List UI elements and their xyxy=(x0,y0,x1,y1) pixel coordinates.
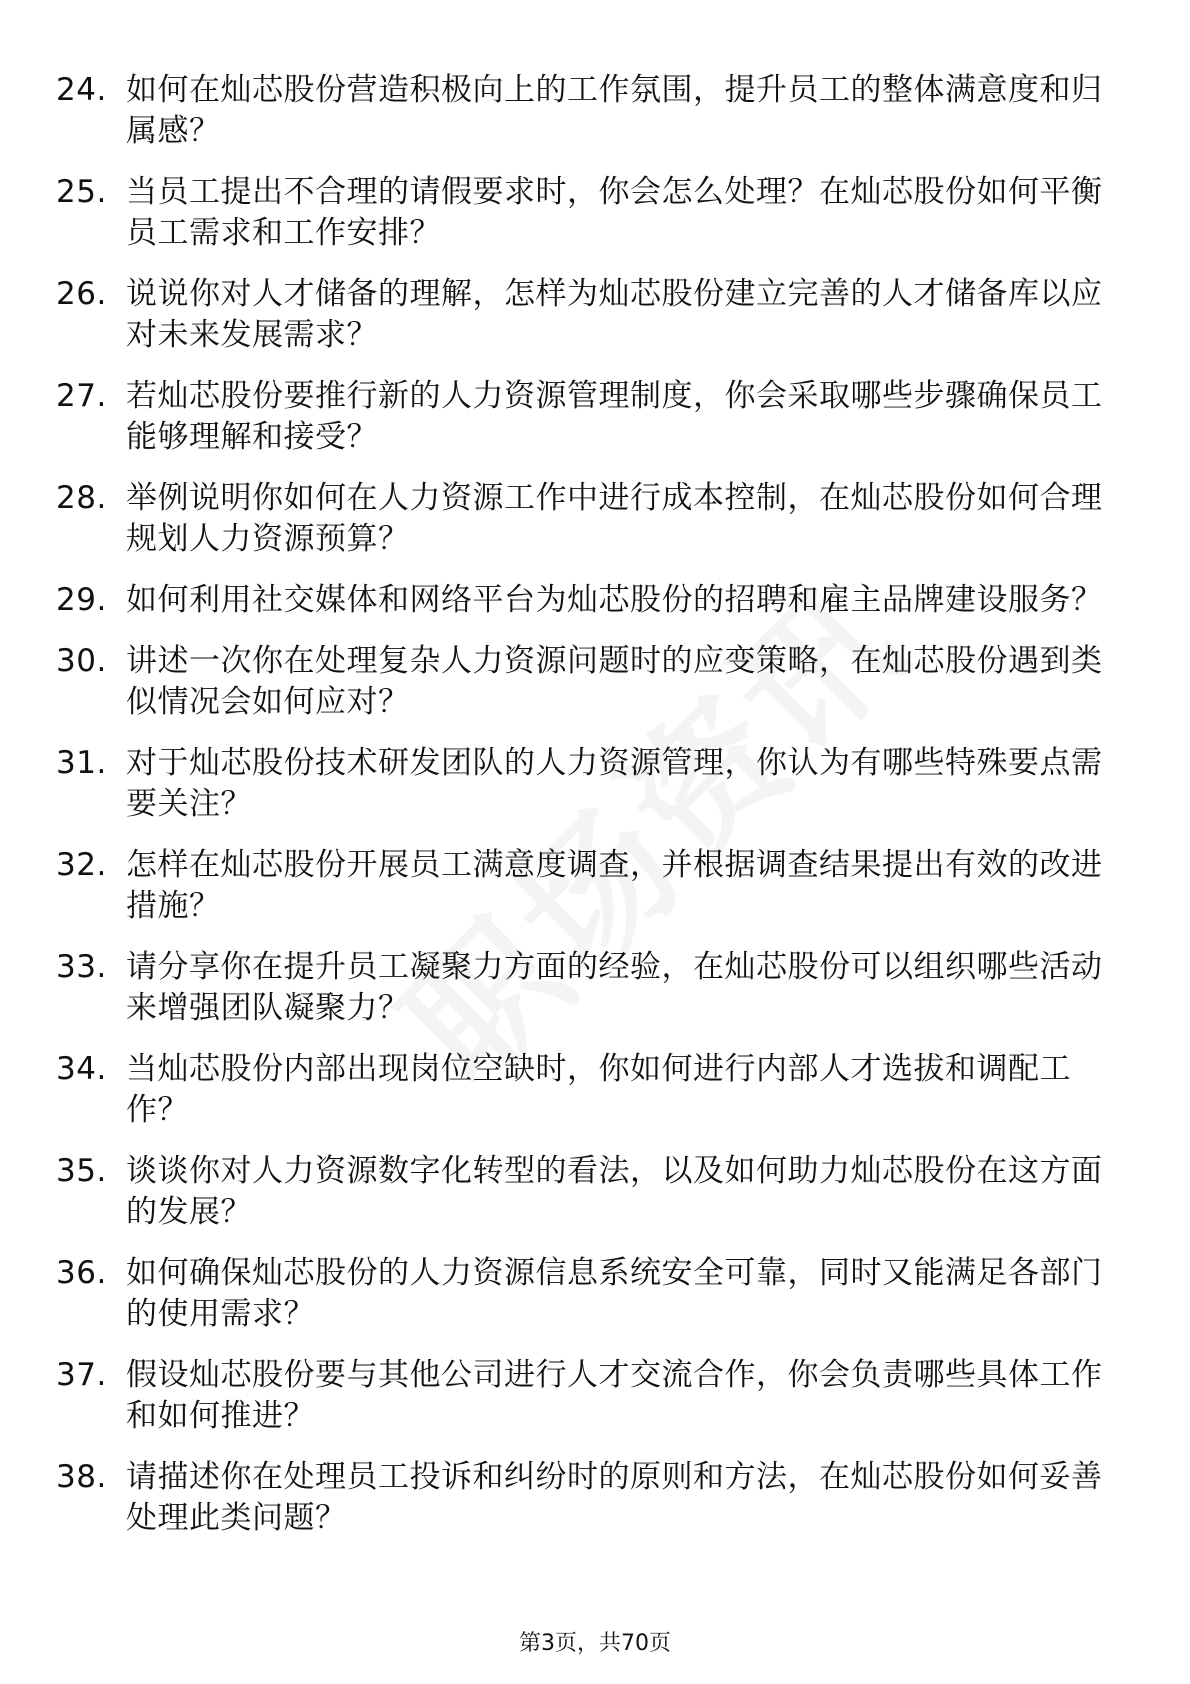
question-number: 29. xyxy=(56,582,107,618)
question-number: 25. xyxy=(56,174,107,210)
list-item xyxy=(56,641,1126,723)
question-number: 27. xyxy=(56,378,107,414)
list-item xyxy=(56,1253,1126,1335)
question-text: 当灿芯股份内部出现岗位空缺时，你如何进行内部人才选拔和调配工作？ xyxy=(126,1051,1071,1128)
list-item xyxy=(56,743,1126,825)
question-number: 31. xyxy=(56,745,107,781)
question-text: 说说你对人才储备的理解，怎样为灿芯股份建立完善的人才储备库以应对未来发展需求？ xyxy=(126,276,1103,353)
question-number: 34. xyxy=(56,1051,107,1087)
list-item xyxy=(56,376,1126,458)
list-item xyxy=(56,172,1126,254)
question-number: 37. xyxy=(56,1357,107,1393)
question-text: 如何在灿芯股份营造积极向上的工作氛围，提升员工的整体满意度和归属感？ xyxy=(126,72,1103,149)
question-number: 35. xyxy=(56,1153,107,1189)
question-text: 假设灿芯股份要与其他公司进行人才交流合作，你会负责哪些具体工作和如何推进？ xyxy=(126,1357,1103,1434)
question-text: 请分享你在提升员工凝聚力方面的经验，在灿芯股份可以组织哪些活动来增强团队凝聚力？ xyxy=(126,949,1103,1026)
question-text: 讲述一次你在处理复杂人力资源问题时的应变策略，在灿芯股份遇到类似情况会如何应对？ xyxy=(126,643,1103,720)
question-text: 谈谈你对人力资源数字化转型的看法，以及如何助力灿芯股份在这方面的发展？ xyxy=(126,1153,1103,1230)
list-item xyxy=(56,478,1126,560)
question-text: 请描述你在处理员工投诉和纠纷时的原则和方法，在灿芯股份如何妥善处理此类问题？ xyxy=(126,1459,1103,1536)
list-item xyxy=(56,1355,1126,1437)
question-number: 24. xyxy=(56,72,107,108)
question-number: 30. xyxy=(56,643,107,679)
question-text: 对于灿芯股份技术研发团队的人力资源管理，你认为有哪些特殊要点需要关注？ xyxy=(126,745,1103,822)
list-item xyxy=(56,580,1126,621)
question-number: 26. xyxy=(56,276,107,312)
list-item xyxy=(56,70,1126,152)
question-text: 举例说明你如何在人力资源工作中进行成本控制，在灿芯股份如何合理规划人力资源预算？ xyxy=(126,480,1103,557)
page-indicator: 第3页，共70页 xyxy=(519,1631,671,1656)
question-number: 33. xyxy=(56,949,107,985)
list-item xyxy=(56,1049,1126,1131)
list-item xyxy=(56,274,1126,356)
question-text: 怎样在灿芯股份开展员工满意度调查，并根据调查结果提出有效的改进措施？ xyxy=(126,847,1103,924)
question-number: 36. xyxy=(56,1255,107,1291)
question-text: 若灿芯股份要推行新的人力资源管理制度，你会采取哪些步骤确保员工能够理解和接受？ xyxy=(126,378,1103,455)
question-number: 38. xyxy=(56,1459,107,1495)
question-number: 28. xyxy=(56,480,107,516)
question-number: 32. xyxy=(56,847,107,883)
list-item xyxy=(56,1457,1126,1539)
question-list xyxy=(56,70,1126,1559)
question-text: 如何确保灿芯股份的人力资源信息系统安全可靠，同时又能满足各部门的使用需求？ xyxy=(126,1255,1103,1332)
list-item xyxy=(56,845,1126,927)
list-item xyxy=(56,947,1126,1029)
list-item xyxy=(56,1151,1126,1233)
question-text: 当员工提出不合理的请假要求时，你会怎么处理？在灿芯股份如何平衡员工需求和工作安排？ xyxy=(126,174,1103,251)
question-text: 如何利用社交媒体和网络平台为灿芯股份的招聘和雇主品牌建设服务？ xyxy=(126,582,1103,618)
